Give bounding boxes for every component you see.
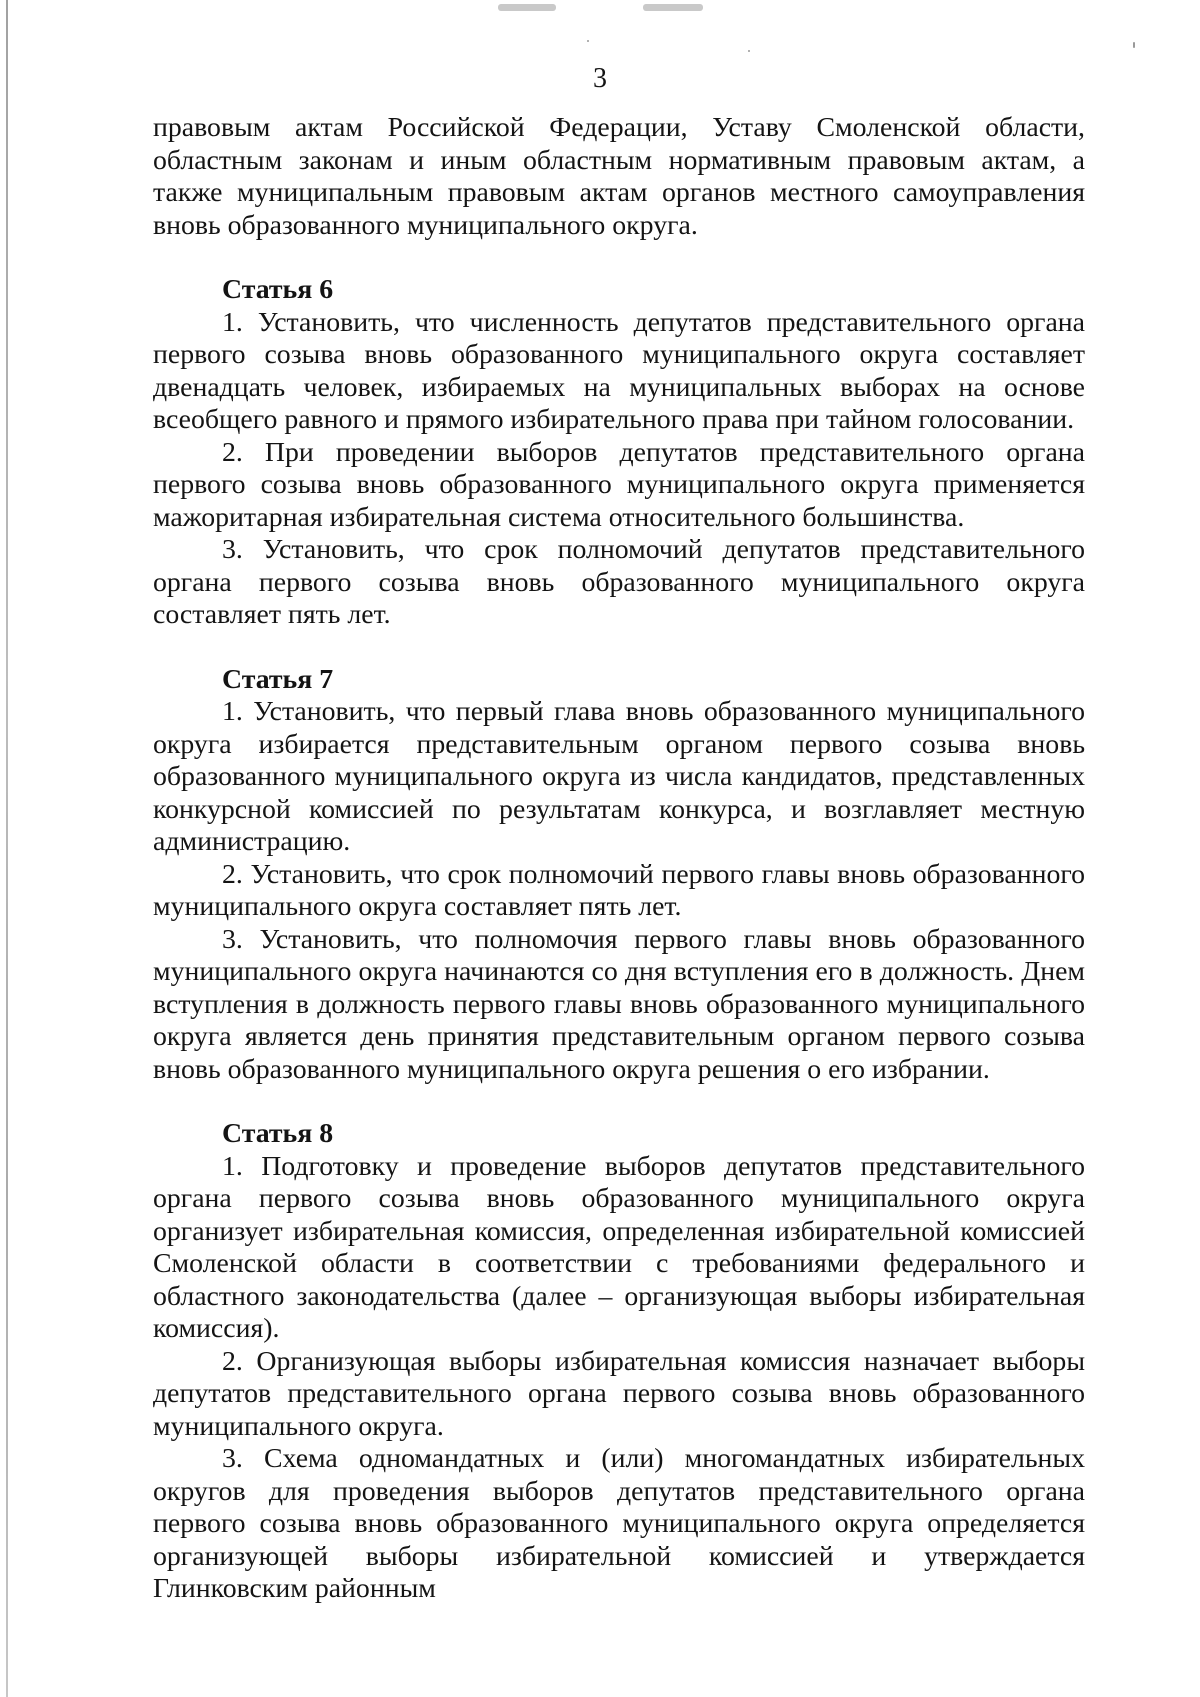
- article-paragraph: 1. Установить, что первый глава вновь образованного муниципального округа избирается представительным органом первого созыва вновь образованного муниципального округа из числа кандидатов, представленных конкурсной комиссией по результатам конкурса, и возглавляет местную администрацию.: [153, 696, 1085, 857]
- scan-speck: [1133, 42, 1135, 48]
- scan-speck: [748, 50, 750, 52]
- document-body: [153, 112, 1085, 1606]
- scan-artifact: [643, 4, 703, 11]
- article-paragraph: 2. Установить, что срок полномочий первого главы вновь образованного муниципального округа составляет пять лет.: [153, 858, 1085, 922]
- article-heading: Статья 7: [222, 663, 334, 695]
- scan-left-edge: [6, 0, 8, 1697]
- article-paragraph: 3. Схема одномандатных и (или) многомандатных избирательных округов для проведения выборов депутатов представительного органа первого созыва вновь образованного муниципального округа определяется организующей выборы избирательной комиссией и утверждается Глинковским районным: [153, 1443, 1085, 1604]
- article-heading: Статья 6: [222, 274, 334, 305]
- page-number: 3: [593, 63, 607, 94]
- article-heading: Статья 8: [222, 1118, 334, 1149]
- article-paragraph: 3. Установить, что срок полномочий депутатов представительного органа первого созыва вновь образованного муниципального округа составляет пять лет.: [153, 534, 1085, 630]
- scan-artifact: [498, 4, 556, 11]
- article-paragraph: 2. Организующая выборы избирательная комиссия назначает выборы депутатов представительного органа первого созыва вновь образованного муниципального округа.: [153, 1345, 1085, 1442]
- article-paragraph: 3. Установить, что полномочия первого главы вновь образованного муниципального округа начинаются со дня вступления его в должность. Днем вступления в должность первого главы вновь образованного муниципального округа является день принятия представительным органом первого созыва вновь образованного муниципального округа решения о его избрании.: [153, 923, 1085, 1085]
- scan-speck: [587, 40, 589, 42]
- article-paragraph: 1. Подготовку и проведение выборов депутатов представительного органа первого созыва вновь образованного муниципального округа организует избирательная комиссия, определенная избирательной комиссией Смоленской области в соответствии с требованиями федерального и областного законодательства (далее – организующая выборы избирательная комиссия).: [153, 1150, 1085, 1344]
- article-paragraph: 2. При проведении выборов депутатов представительного органа первого созыва вновь образованного муниципального округа применяется мажоритарная избирательная система относительного большинства.: [153, 436, 1085, 533]
- intro-paragraph: правовым актам Российской Федерации, Уставу Смоленской области, областным законам и иным областным нормативным правовым актам, а также муниципальным правовым актам органов местного самоуправления вновь образованного муниципального округа.: [153, 112, 1085, 241]
- article-paragraph: 1. Установить, что численность депутатов представительного органа первого созыва вновь образованного муниципального округа составляет двенадцать человек, избираемых на муниципальных выборах на основе всеобщего равного и прямого избирательного права при тайном голосовании.: [153, 306, 1085, 435]
